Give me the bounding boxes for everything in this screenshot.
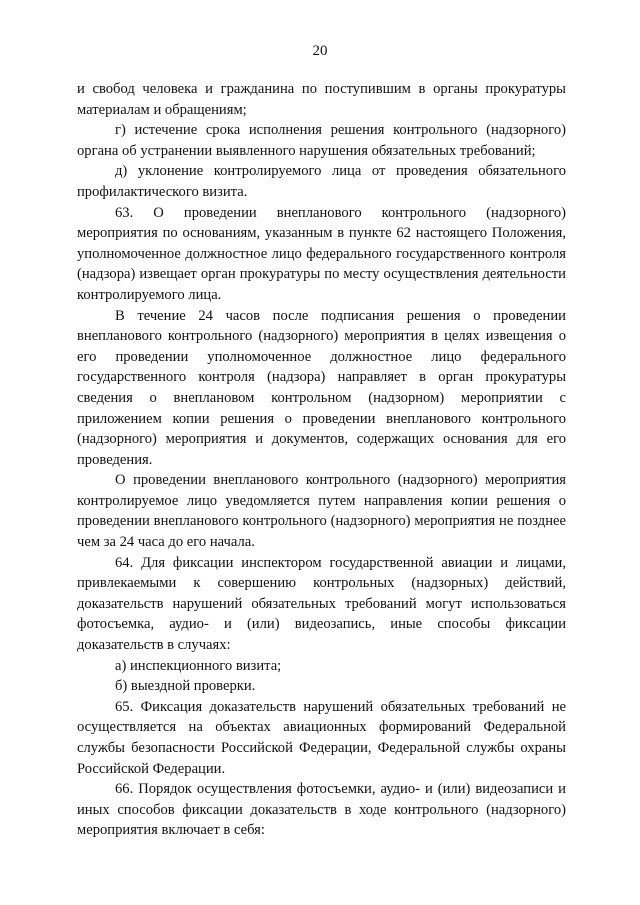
paragraph-notification-controlled-person: О проведении внепланового контрольного (надзорного) мероприятия контролируемое лицо уведомляется путем направления копии решения о проведении внепланового контрольного (надзорного) мероприятия не позднее чем за 24 часа до его начала. bbox=[77, 472, 566, 551]
paragraph-clause-63: 63. О проведении внепланового контрольного (надзорного) мероприятия по основаниям, указанным в пункте 62 настоящего Положения, уполномоченное должностное лицо федерального государственного контроля (надзора) извещает орган прокуратуры по месту осуществления деятельности контролируемого лица. bbox=[77, 204, 566, 303]
paragraph-item-a: а) инспекционного визита; bbox=[115, 657, 282, 674]
paragraph-notification-24h: В течение 24 часов после подписания решения о проведении внепланового контрольного (надзорного) мероприятия в целях извещения о его проведении уполномоченное должностное лицо федерального государственного контроля (надзора) направляет в орган прокуратуры сведения о внеплановом контрольном (надзорном) мероприятии с приложением копии решения о проведении внепланового контрольного (надзорного) мероприятия и документов, содержащих основания для его проведения. bbox=[77, 307, 566, 468]
paragraph-continuation: и свобод человека и гражданина по поступившим в органы прокуратуры материалам и обращениям; bbox=[77, 81, 566, 118]
paragraph-clause-64: 64. Для фиксации инспектором государственной авиации и лицами, привлекаемыми к совершению контрольных (надзорных) действий, доказательств нарушений обязательных требований могут использоваться фотосъемка, аудио- и (или) видеозапись, иные способы фиксации доказательств в случаях: bbox=[77, 554, 566, 654]
paragraph-clause-65: 65. Фиксация доказательств нарушений обязательных требований не осуществляется на объектах авиационных формирований Федеральной службы безопасности Российской Федерации, Федеральной службы охраны Российской Федерации. bbox=[77, 698, 566, 777]
page-number: 20 bbox=[312, 43, 328, 59]
paragraph-item-g: г) истечение срока исполнения решения контрольного (надзорного) органа об устранении выявленного нарушения обязательных требований; bbox=[77, 122, 566, 159]
paragraph-item-b: б) выездной проверки. bbox=[115, 678, 256, 695]
paragraph-clause-66: 66. Порядок осуществления фотосъемки, аудио- и (или) видеозаписи и иных способов фиксации доказательств в ходе контрольного (надзорного) мероприятия включает в себя: bbox=[77, 781, 566, 839]
paragraph-item-d: д) уклонение контролируемого лица от проведения обязательного профилактического визита. bbox=[77, 163, 566, 200]
document-body bbox=[77, 79, 566, 841]
